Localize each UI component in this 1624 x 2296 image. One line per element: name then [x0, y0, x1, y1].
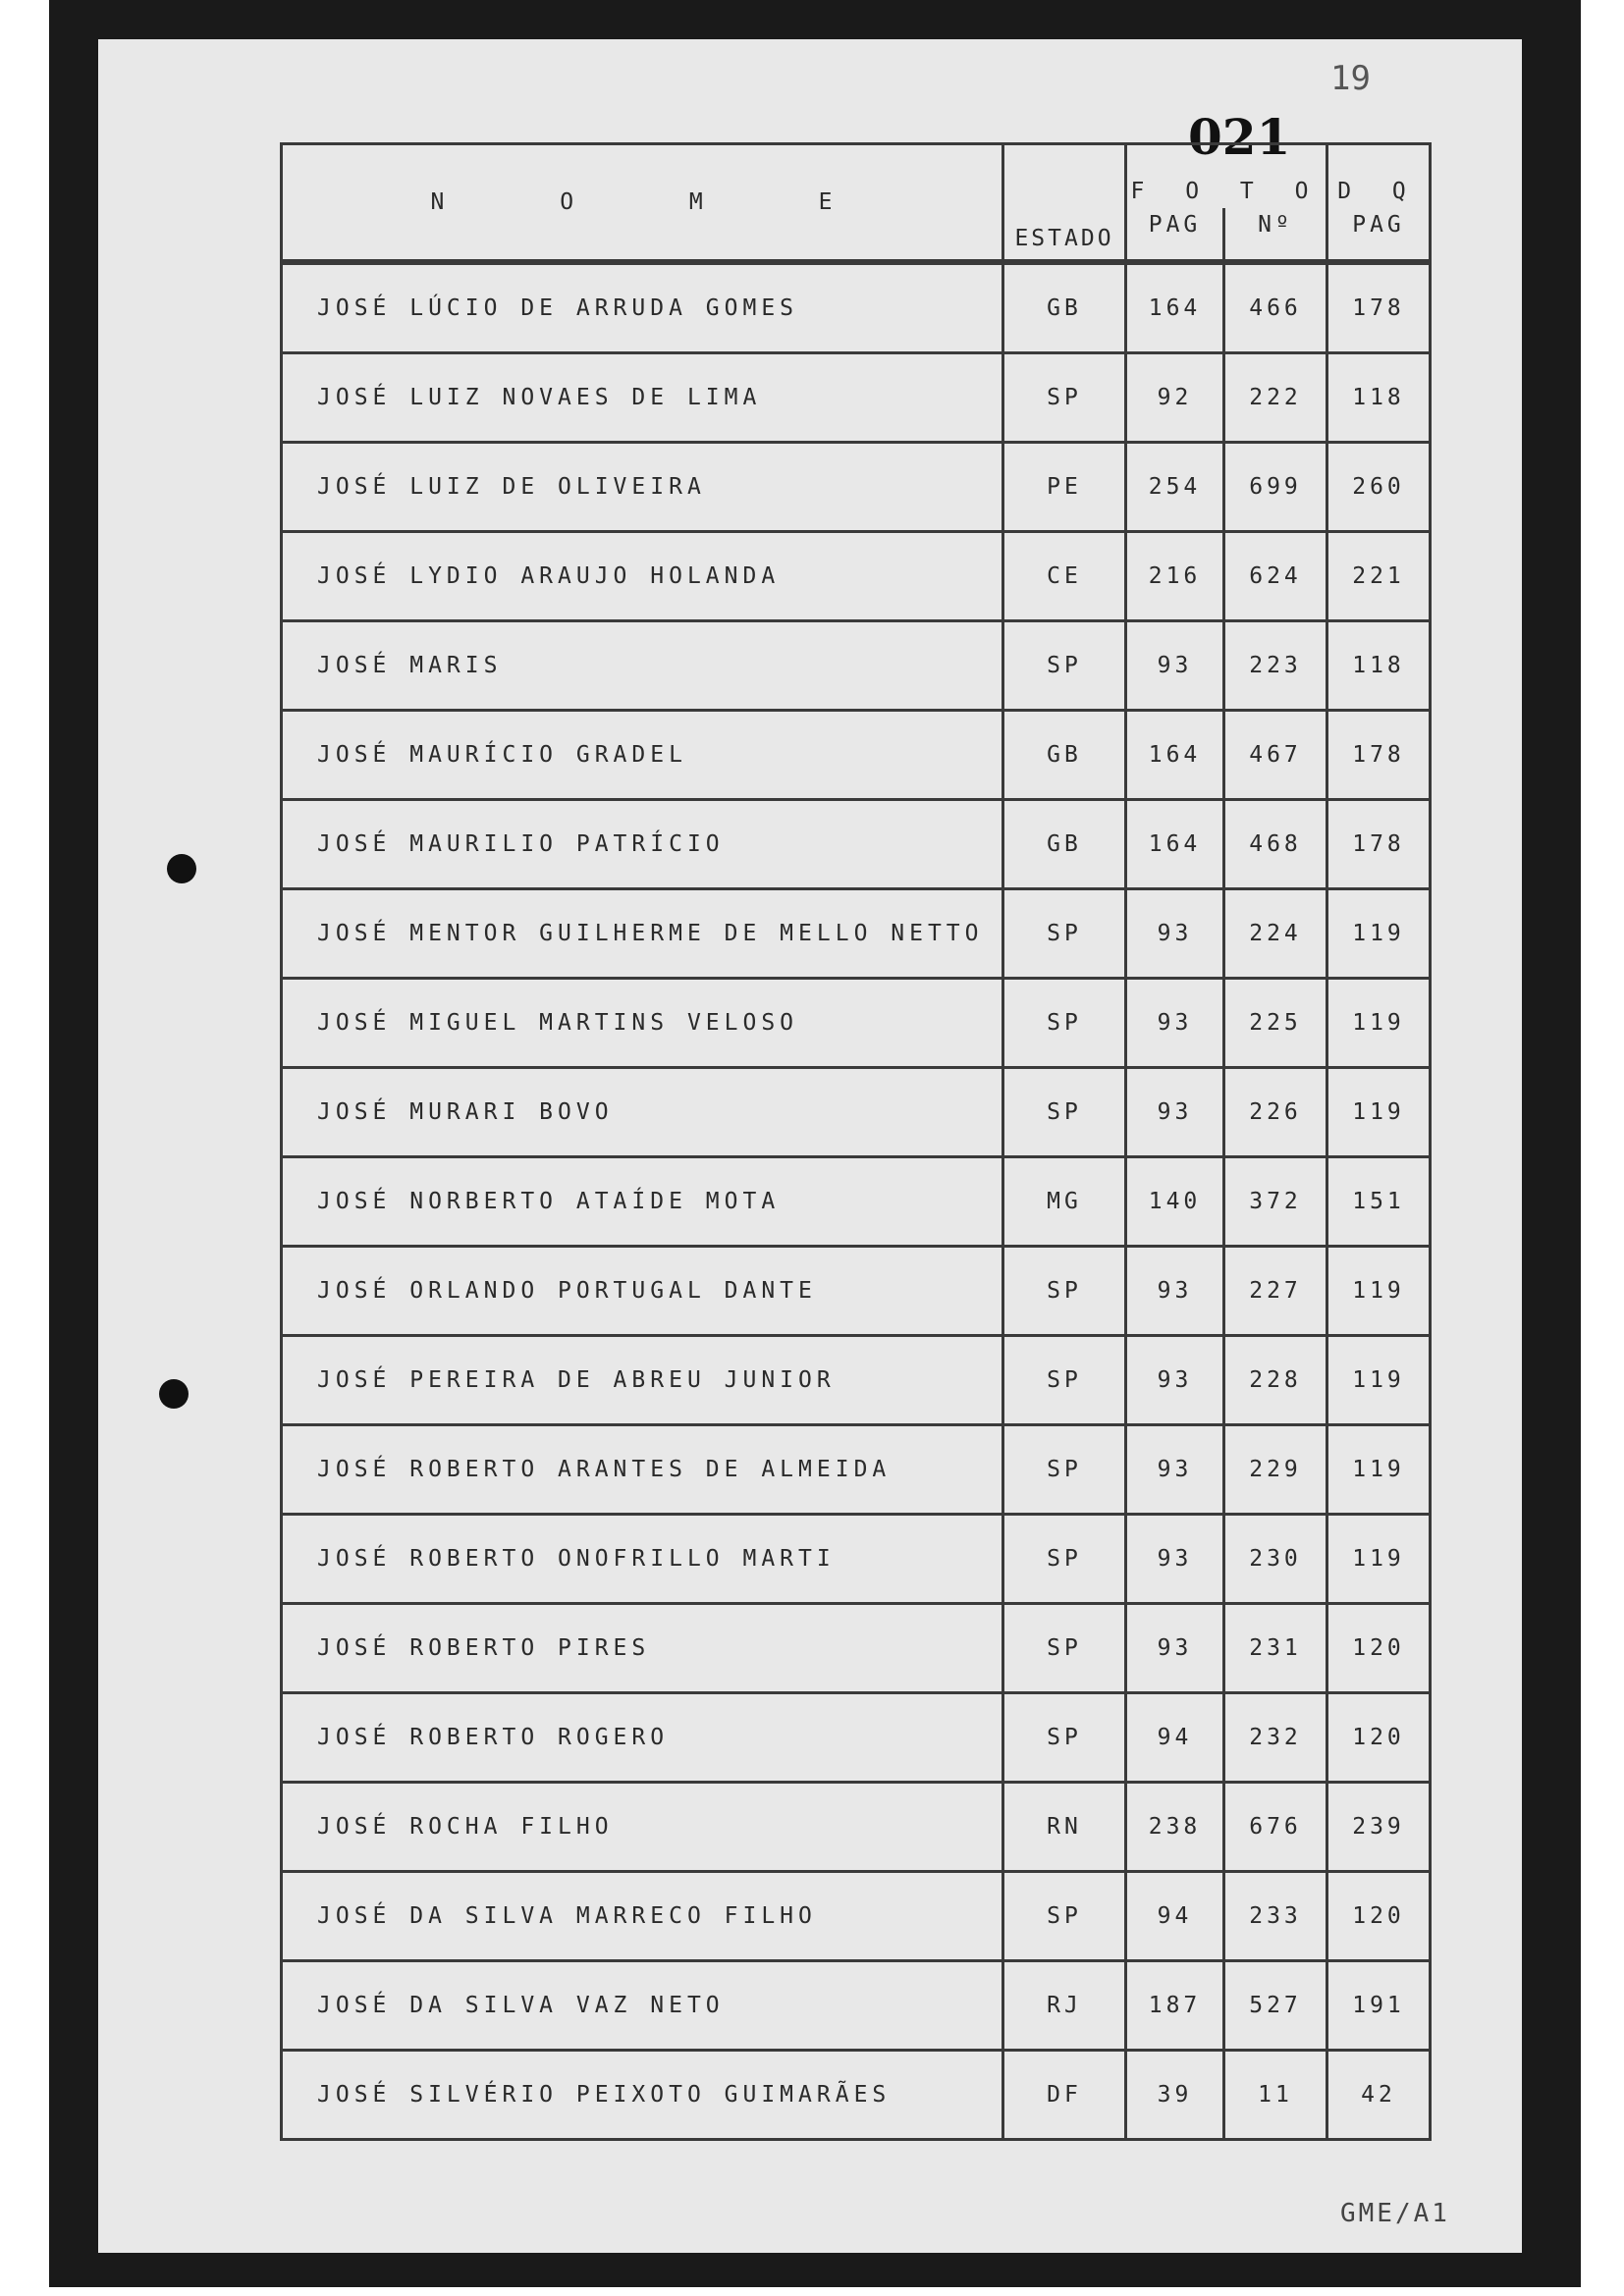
cell-dq-pag: 119 [1327, 1515, 1431, 1604]
cell-dq-pag: 119 [1327, 1336, 1431, 1425]
cell-dq-pag: 191 [1327, 1961, 1431, 2051]
cell-foto-num: 232 [1224, 1693, 1327, 1783]
cell-foto-pag: 93 [1126, 1515, 1224, 1604]
cell-nome: JOSÉ PEREIRA DE ABREU JUNIOR [282, 1336, 1003, 1425]
cell-nome: JOSÉ MAURÍCIO GRADEL [282, 711, 1003, 800]
cell-estado: SP [1003, 353, 1126, 443]
cell-foto-pag: 93 [1126, 1425, 1224, 1515]
register-rows [282, 262, 1431, 2140]
table-row [282, 1157, 1431, 1247]
header-estado: ESTADO [1003, 144, 1126, 263]
cell-foto-num: 699 [1224, 443, 1327, 532]
document-page [98, 39, 1522, 2253]
table-row [282, 1872, 1431, 1961]
table-row [282, 353, 1431, 443]
binder-hole-icon [167, 854, 196, 883]
cell-estado: SP [1003, 1425, 1126, 1515]
cell-foto-num: 467 [1224, 711, 1327, 800]
table-row [282, 1693, 1431, 1783]
cell-nome: JOSÉ ORLANDO PORTUGAL DANTE [282, 1247, 1003, 1336]
table-row [282, 1068, 1431, 1157]
table-row [282, 889, 1431, 979]
cell-nome: JOSÉ ROBERTO ROGERO [282, 1693, 1003, 1783]
cell-nome: JOSÉ MURARI BOVO [282, 1068, 1003, 1157]
cell-foto-pag: 238 [1126, 1783, 1224, 1872]
table-row [282, 443, 1431, 532]
cell-foto-pag: 93 [1126, 1336, 1224, 1425]
cell-dq-pag: 119 [1327, 889, 1431, 979]
cell-foto-num: 223 [1224, 621, 1327, 711]
cell-dq-pag: 118 [1327, 621, 1431, 711]
cell-dq-pag: 120 [1327, 1693, 1431, 1783]
table-row [282, 1247, 1431, 1336]
cell-foto-pag: 93 [1126, 1068, 1224, 1157]
cell-dq-pag: 239 [1327, 1783, 1431, 1872]
table-row [282, 2051, 1431, 2140]
cell-dq-pag: 151 [1327, 1157, 1431, 1247]
cell-nome: JOSÉ MAURILIO PATRÍCIO [282, 800, 1003, 889]
cell-nome: JOSÉ MARIS [282, 621, 1003, 711]
footer-code: GME/A1 [1340, 2199, 1450, 2228]
cell-dq-pag: 120 [1327, 1872, 1431, 1961]
cell-foto-pag: 93 [1126, 889, 1224, 979]
cell-nome: JOSÉ MENTOR GUILHERME DE MELLO NETTO [282, 889, 1003, 979]
cell-estado: SP [1003, 889, 1126, 979]
cell-foto-num: 229 [1224, 1425, 1327, 1515]
cell-estado: SP [1003, 1604, 1126, 1693]
binder-hole-icon [159, 1379, 189, 1409]
table-row [282, 1515, 1431, 1604]
cell-dq-pag: 178 [1327, 800, 1431, 889]
cell-nome: JOSÉ MIGUEL MARTINS VELOSO [282, 979, 1003, 1068]
cell-foto-pag: 93 [1126, 1604, 1224, 1693]
cell-foto-pag: 164 [1126, 711, 1224, 800]
cell-estado: RN [1003, 1783, 1126, 1872]
cell-foto-num: 225 [1224, 979, 1327, 1068]
cell-estado: CE [1003, 532, 1126, 621]
cell-dq-pag: 119 [1327, 1425, 1431, 1515]
cell-foto-pag: 39 [1126, 2051, 1224, 2140]
cell-dq-pag: 119 [1327, 979, 1431, 1068]
cell-foto-num: 224 [1224, 889, 1327, 979]
cell-estado: SP [1003, 621, 1126, 711]
cell-estado: MG [1003, 1157, 1126, 1247]
page-number: 19 [1330, 59, 1371, 98]
cell-estado: SP [1003, 979, 1126, 1068]
cell-foto-pag: 187 [1126, 1961, 1224, 2051]
cell-estado: SP [1003, 1336, 1126, 1425]
cell-nome: JOSÉ SILVÉRIO PEIXOTO GUIMARÃES [282, 2051, 1003, 2140]
cell-nome: JOSÉ ROBERTO ARANTES DE ALMEIDA [282, 1425, 1003, 1515]
cell-foto-num: 466 [1224, 262, 1327, 353]
cell-foto-pag: 164 [1126, 262, 1224, 353]
cell-nome: JOSÉ DA SILVA MARRECO FILHO [282, 1872, 1003, 1961]
cell-estado: SP [1003, 1247, 1126, 1336]
cell-dq-pag: 119 [1327, 1068, 1431, 1157]
cell-foto-num: 231 [1224, 1604, 1327, 1693]
cell-dq-pag: 120 [1327, 1604, 1431, 1693]
cell-nome: JOSÉ ROCHA FILHO [282, 1783, 1003, 1872]
table-row [282, 621, 1431, 711]
cell-nome: JOSÉ LÚCIO DE ARRUDA GOMES [282, 262, 1003, 353]
header-dq-pag: PAG [1327, 208, 1431, 262]
cell-estado: GB [1003, 711, 1126, 800]
cell-nome: JOSÉ ROBERTO ONOFRILLO MARTI [282, 1515, 1003, 1604]
table-row [282, 711, 1431, 800]
cell-foto-pag: 94 [1126, 1693, 1224, 1783]
cell-foto-pag: 93 [1126, 979, 1224, 1068]
cell-foto-pag: 93 [1126, 1247, 1224, 1336]
cell-foto-num: 233 [1224, 1872, 1327, 1961]
cell-foto-num: 624 [1224, 532, 1327, 621]
table-row [282, 532, 1431, 621]
cell-estado: RJ [1003, 1961, 1126, 2051]
cell-dq-pag: 178 [1327, 262, 1431, 353]
cell-estado: SP [1003, 1515, 1126, 1604]
cell-foto-num: 468 [1224, 800, 1327, 889]
cell-foto-num: 222 [1224, 353, 1327, 443]
table-row [282, 1783, 1431, 1872]
cell-foto-pag: 254 [1126, 443, 1224, 532]
cell-foto-num: 227 [1224, 1247, 1327, 1336]
header-foto-num: Nº [1224, 208, 1327, 262]
cell-foto-pag: 216 [1126, 532, 1224, 621]
cell-estado: DF [1003, 2051, 1126, 2140]
cell-foto-pag: 94 [1126, 1872, 1224, 1961]
table-row [282, 979, 1431, 1068]
name-register-table [280, 142, 1432, 2141]
cell-foto-num: 228 [1224, 1336, 1327, 1425]
cell-nome: JOSÉ DA SILVA VAZ NETO [282, 1961, 1003, 2051]
cell-foto-num: 676 [1224, 1783, 1327, 1872]
table-row [282, 1961, 1431, 2051]
cell-estado: GB [1003, 262, 1126, 353]
cell-foto-num: 527 [1224, 1961, 1327, 2051]
cell-nome: JOSÉ ROBERTO PIRES [282, 1604, 1003, 1693]
header-foto: F O T O [1126, 144, 1327, 209]
cell-dq-pag: 118 [1327, 353, 1431, 443]
cell-nome: JOSÉ LUIZ DE OLIVEIRA [282, 443, 1003, 532]
cell-estado: SP [1003, 1693, 1126, 1783]
cell-nome: JOSÉ NORBERTO ATAÍDE MOTA [282, 1157, 1003, 1247]
cell-nome: JOSÉ LYDIO ARAUJO HOLANDA [282, 532, 1003, 621]
table-row [282, 1425, 1431, 1515]
cell-dq-pag: 260 [1327, 443, 1431, 532]
table-row [282, 1604, 1431, 1693]
stamp-number: 021 [1188, 108, 1291, 166]
table-row [282, 262, 1431, 353]
cell-estado: GB [1003, 800, 1126, 889]
cell-foto-num: 11 [1224, 2051, 1327, 2140]
cell-foto-num: 372 [1224, 1157, 1327, 1247]
table-row [282, 800, 1431, 889]
cell-estado: PE [1003, 443, 1126, 532]
header-dq: D Q [1327, 144, 1431, 209]
cell-dq-pag: 42 [1327, 2051, 1431, 2140]
cell-dq-pag: 221 [1327, 532, 1431, 621]
cell-foto-pag: 92 [1126, 353, 1224, 443]
cell-nome: JOSÉ LUIZ NOVAES DE LIMA [282, 353, 1003, 443]
cell-foto-pag: 164 [1126, 800, 1224, 889]
cell-foto-pag: 140 [1126, 1157, 1224, 1247]
header-nome: N O M E [282, 144, 1003, 263]
cell-foto-pag: 93 [1126, 621, 1224, 711]
cell-estado: SP [1003, 1872, 1126, 1961]
header-foto-pag: PAG [1126, 208, 1224, 262]
cell-dq-pag: 178 [1327, 711, 1431, 800]
cell-foto-num: 226 [1224, 1068, 1327, 1157]
table-row [282, 1336, 1431, 1425]
cell-estado: SP [1003, 1068, 1126, 1157]
cell-dq-pag: 119 [1327, 1247, 1431, 1336]
cell-foto-num: 230 [1224, 1515, 1327, 1604]
